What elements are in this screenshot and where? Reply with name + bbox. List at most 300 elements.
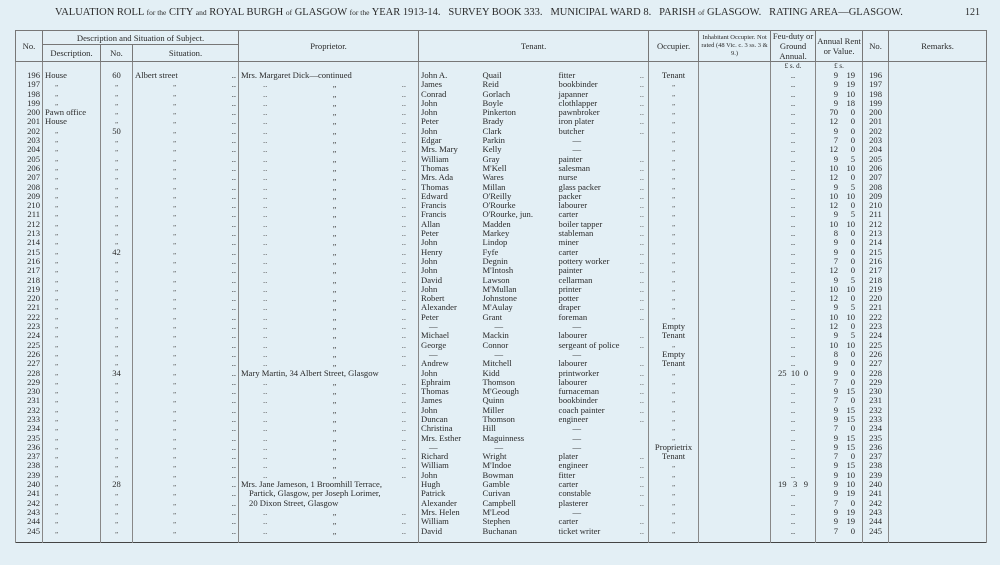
rent-shillings: 0 xyxy=(850,247,856,257)
occupier: „ xyxy=(649,434,699,443)
situation: „ xyxy=(173,349,177,358)
remarks xyxy=(889,378,987,387)
rent-shillings: 0 xyxy=(850,396,856,406)
tenant-first-name: Ephraim xyxy=(419,378,481,387)
proprietor: „ xyxy=(332,470,337,480)
description: „ xyxy=(43,220,101,229)
tenant-occupation: printworker xyxy=(558,368,600,378)
street-number: 50 xyxy=(101,127,133,136)
proprietor: Mrs. Jane Jameson, 1 Broomhill Terrace, xyxy=(241,480,383,490)
tenant-surname: Lindop xyxy=(482,238,508,248)
row-no-right: 244 xyxy=(863,517,889,526)
street-number: „ xyxy=(101,527,133,536)
situation: „ xyxy=(173,387,177,396)
remarks xyxy=(889,331,987,340)
description: „ xyxy=(43,201,101,210)
table-row: 208 „ „ „ .. .. „ .. Thomas Millan glass packer .. „ .. 9 5 208 xyxy=(16,183,987,192)
remarks xyxy=(889,471,987,480)
occupier: „ xyxy=(649,257,699,266)
street-number: „ xyxy=(101,257,133,266)
tenant-surname: M'Kell xyxy=(482,163,507,173)
tenant-surname: Maguinness xyxy=(482,433,525,443)
remarks xyxy=(889,183,987,192)
street-number: „ xyxy=(101,387,133,396)
tenant-occupation: nurse xyxy=(558,173,578,183)
row-no: 227 xyxy=(16,359,43,368)
tenant-first-name: Andrew xyxy=(419,359,481,368)
row-no-right: 212 xyxy=(863,220,889,229)
street-number: „ xyxy=(101,220,133,229)
col-occupier: Occupier. xyxy=(649,31,699,62)
feu-duty: .. xyxy=(771,341,816,350)
inhabitant-occupier xyxy=(699,508,771,517)
row-no: 212 xyxy=(16,220,43,229)
inhabitant-occupier xyxy=(699,294,771,303)
street-number: „ xyxy=(101,183,133,192)
street-number: „ xyxy=(101,406,133,415)
situation: „ xyxy=(173,424,177,433)
remarks xyxy=(889,108,987,117)
rent-pounds: 9 xyxy=(833,126,839,136)
street-number: „ xyxy=(101,508,133,517)
rent-pounds: 7 xyxy=(833,498,839,508)
occupier: „ xyxy=(649,238,699,247)
situation: „ xyxy=(173,498,177,507)
feu-duty: .. xyxy=(771,145,816,154)
tenant-first-name: Mrs. Ada xyxy=(419,173,481,182)
inhabitant-occupier xyxy=(699,285,771,294)
feu-duty: .. xyxy=(771,210,816,219)
table-row: 206 „ „ „ .. .. „ .. Thomas M'Kell salesman .. „ .. 10 10 206 xyxy=(16,164,987,173)
table-row: 218 „ „ „ .. .. „ .. David Lawson cellarman .. „ .. 9 5 218 xyxy=(16,276,987,285)
rent-shillings: 0 xyxy=(850,117,856,127)
rent-shillings: 10 xyxy=(846,163,856,173)
description: „ xyxy=(43,183,101,192)
inhabitant-occupier xyxy=(699,155,771,164)
tenant-occupation: glass packer xyxy=(558,182,601,192)
occupier: „ xyxy=(649,90,699,99)
street-number: 42 xyxy=(101,248,133,257)
inhabitant-occupier xyxy=(699,480,771,489)
inhabitant-occupier xyxy=(699,80,771,89)
street-number: „ xyxy=(101,322,133,331)
inhabitant-occupier xyxy=(699,331,771,340)
table-row: 205 „ „ „ .. .. „ .. William Gray painter .. „ .. 9 5 205 xyxy=(16,155,987,164)
row-no-right: 201 xyxy=(863,117,889,126)
rent-pounds: 9 xyxy=(833,359,839,369)
description: „ xyxy=(43,173,101,182)
proprietor: „ xyxy=(332,294,337,304)
tenant-first-name: John xyxy=(419,99,481,108)
inhabitant-occupier xyxy=(699,434,771,443)
tenant-first-name: John xyxy=(419,471,481,480)
remarks xyxy=(889,434,987,443)
rent-pounds: 9 xyxy=(833,489,839,499)
situation: „ xyxy=(173,89,177,98)
proprietor: „ xyxy=(332,126,337,136)
tenant-surname: Campbell xyxy=(482,498,516,508)
tenant-occupation: painter xyxy=(558,154,583,164)
row-no-right: 236 xyxy=(863,443,889,452)
street-number: „ xyxy=(101,443,133,452)
table-row: 239 „ „ „ .. .. „ .. John Bowman fitter .. „ .. 9 10 239 xyxy=(16,471,987,480)
tenant-occupation: miner xyxy=(558,238,579,248)
tenant-surname: Miller xyxy=(482,405,504,415)
rent-shillings: 0 xyxy=(850,424,856,434)
situation: „ xyxy=(173,340,177,349)
inhabitant-occupier xyxy=(699,173,771,182)
inhabitant-occupier xyxy=(699,127,771,136)
occupier: „ xyxy=(649,229,699,238)
situation: „ xyxy=(173,117,177,126)
description: „ xyxy=(43,527,101,536)
street-number: „ xyxy=(101,201,133,210)
street-number: „ xyxy=(101,155,133,164)
row-no: 197 xyxy=(16,80,43,89)
tenant-first-name: Mrs. Esther xyxy=(419,434,481,443)
situation: „ xyxy=(173,210,177,219)
table-row: 243 „ „ „ .. .. „ .. Mrs. Helen M'Leod — „ .. 9 19 243 xyxy=(16,508,987,517)
feu-duty: .. xyxy=(771,499,816,508)
rent-shillings: 0 xyxy=(850,238,856,248)
row-no: 205 xyxy=(16,155,43,164)
tenant-occupation: plater xyxy=(558,452,579,462)
row-no-right: 225 xyxy=(863,341,889,350)
tenant-surname: — xyxy=(494,349,504,359)
tenant-surname: M'Aulay xyxy=(482,303,513,313)
table-row: 221 „ „ „ .. .. „ .. Alexander M'Aulay draper .. „ .. 9 5 221 xyxy=(16,303,987,312)
row-no-right: 233 xyxy=(863,415,889,424)
feu-duty: .. xyxy=(771,489,816,498)
remarks xyxy=(889,452,987,461)
situation: „ xyxy=(173,526,177,535)
situation: „ xyxy=(173,219,177,228)
row-no-right: 207 xyxy=(863,173,889,182)
row-no-right: 210 xyxy=(863,201,889,210)
row-no: 209 xyxy=(16,192,43,201)
rent-shillings: 0 xyxy=(850,452,856,462)
street-number: „ xyxy=(101,396,133,405)
tenant-first-name: John xyxy=(419,127,481,136)
inhabitant-occupier xyxy=(699,489,771,498)
tenant-occupation: — xyxy=(572,433,582,443)
inhabitant-occupier xyxy=(699,387,771,396)
rent-shillings: 0 xyxy=(850,201,856,211)
tenant-occupation: — xyxy=(572,442,582,452)
street-number: „ xyxy=(101,294,133,303)
proprietor: „ xyxy=(332,322,337,332)
rent-shillings: 10 xyxy=(846,284,856,294)
row-no: 211 xyxy=(16,210,43,219)
description: „ xyxy=(43,350,101,359)
proprietor: „ xyxy=(332,201,337,211)
feu-duty: .. xyxy=(771,322,816,331)
remarks xyxy=(889,415,987,424)
situation: „ xyxy=(173,461,177,470)
tenant-first-name: Michael xyxy=(419,331,481,340)
rent-shillings: 15 xyxy=(846,442,856,452)
occupier: „ xyxy=(649,341,699,350)
remarks xyxy=(889,527,987,536)
remarks xyxy=(889,303,987,312)
inhabitant-occupier xyxy=(699,145,771,154)
tenant-occupation: — xyxy=(572,507,582,517)
occupier: „ xyxy=(649,266,699,275)
rent-units: £ s. xyxy=(816,62,863,72)
description: House xyxy=(43,71,101,80)
feu-duty: .. xyxy=(771,257,816,266)
row-no-right: 214 xyxy=(863,238,889,247)
tenant-surname: Mackin xyxy=(482,331,509,341)
rent-pounds: 9 xyxy=(833,461,839,471)
table-row: 235 „ „ „ .. .. „ .. Mrs. Esther Maguinness — „ .. 9 15 235 xyxy=(16,434,987,443)
description: „ xyxy=(43,90,101,99)
description: Pawn office xyxy=(43,108,101,117)
tenant-occupation: constable xyxy=(558,489,591,499)
proprietor: „ xyxy=(332,89,337,99)
row-no-right: 243 xyxy=(863,508,889,517)
rent-pounds: 9 xyxy=(833,507,839,517)
row-no: 214 xyxy=(16,238,43,247)
table-row: 237 „ „ „ .. .. „ .. Richard Wright plater .. Tenant .. 7 0 237 xyxy=(16,452,987,461)
proprietor: „ xyxy=(332,108,337,118)
table-row: 222 „ „ „ .. .. „ .. Peter Grant foreman .. „ .. 10 10 222 xyxy=(16,313,987,322)
inhabitant-occupier xyxy=(699,201,771,210)
description: „ xyxy=(43,369,101,378)
feu-duty: .. xyxy=(771,406,816,415)
occupier: Tenant xyxy=(649,359,699,368)
tenant-occupation: — xyxy=(572,136,582,146)
row-no: 198 xyxy=(16,90,43,99)
description: „ xyxy=(43,499,101,508)
proprietor: „ xyxy=(332,387,337,397)
occupier: „ xyxy=(649,461,699,470)
rent-shillings: 0 xyxy=(850,126,856,136)
tenant-surname: Thomson xyxy=(482,377,515,387)
rent-pounds: 9 xyxy=(833,442,839,452)
tenant-occupation: cellarman xyxy=(558,275,593,285)
tenant-first-name: Allan xyxy=(419,220,481,229)
tenant-surname: Wares xyxy=(482,173,504,183)
situation: „ xyxy=(173,238,177,247)
tenant-occupation: foreman xyxy=(558,312,588,322)
row-no: 229 xyxy=(16,378,43,387)
feu-duty: .. xyxy=(771,471,816,480)
feu-duty: .. xyxy=(771,443,816,452)
feu-duty: .. xyxy=(771,220,816,229)
occupier: Empty xyxy=(649,350,699,359)
tenant-first-name: Henry xyxy=(419,248,481,257)
occupier: „ xyxy=(649,517,699,526)
tenant-first-name: Richard xyxy=(419,452,481,461)
remarks xyxy=(889,406,987,415)
occupier: „ xyxy=(649,527,699,536)
remarks xyxy=(889,276,987,285)
tenant-first-name: Thomas xyxy=(419,183,481,192)
row-no-right: 199 xyxy=(863,99,889,108)
remarks xyxy=(889,257,987,266)
row-no-right: 231 xyxy=(863,396,889,405)
row-no: 231 xyxy=(16,396,43,405)
occupier: „ xyxy=(649,117,699,126)
tenant-occupation: bookbinder xyxy=(558,80,598,90)
rent-shillings: 0 xyxy=(850,368,856,378)
row-no: 226 xyxy=(16,350,43,359)
rent-pounds: 9 xyxy=(833,238,839,248)
inhabitant-occupier xyxy=(699,443,771,452)
remarks xyxy=(889,229,987,238)
occupier: „ xyxy=(649,313,699,322)
tenant-surname: Gorlach xyxy=(482,89,511,99)
row-no: 230 xyxy=(16,387,43,396)
tenant-first-name: Francis xyxy=(419,201,481,210)
street-number: „ xyxy=(101,210,133,219)
description: „ xyxy=(43,415,101,424)
remarks xyxy=(889,294,987,303)
inhabitant-occupier xyxy=(699,452,771,461)
tenant-surname: Millan xyxy=(482,182,506,192)
description: „ xyxy=(43,136,101,145)
tenant-occupation: butcher xyxy=(558,126,585,136)
tenant-occupation: coach painter xyxy=(558,405,605,415)
feu-duty: .. xyxy=(771,108,816,117)
proprietor: „ xyxy=(332,98,337,108)
street-number: „ xyxy=(101,378,133,387)
rent-pounds: 9 xyxy=(833,387,839,397)
feu-duty: .. xyxy=(771,461,816,470)
tenant-occupation: labourer xyxy=(558,377,588,387)
situation: „ xyxy=(173,442,177,451)
rent-shillings: 15 xyxy=(846,387,856,397)
occupier: „ xyxy=(649,424,699,433)
description: „ xyxy=(43,471,101,480)
tenant-surname: Mitchell xyxy=(482,359,512,369)
table-row: 234 „ „ „ .. .. „ .. Christina Hill — „ .. 7 0 234 xyxy=(16,424,987,433)
situation: „ xyxy=(173,154,177,163)
occupier: „ xyxy=(649,508,699,517)
tenant-occupation: boiler tapper xyxy=(558,219,603,229)
tenant-first-name: John xyxy=(419,406,481,415)
row-no-right: 238 xyxy=(863,461,889,470)
description: „ xyxy=(43,80,101,89)
rent-shillings: 10 xyxy=(846,191,856,201)
row-no: 216 xyxy=(16,257,43,266)
tenant-first-name: Thomas xyxy=(419,387,481,396)
remarks xyxy=(889,350,987,359)
row-no: 202 xyxy=(16,127,43,136)
occupier: „ xyxy=(649,99,699,108)
rent-pounds: 10 xyxy=(829,284,839,294)
street-number: „ xyxy=(101,80,133,89)
feu-duty: .. xyxy=(771,294,816,303)
tenant-surname: Johnstone xyxy=(482,294,517,304)
row-no: 207 xyxy=(16,173,43,182)
tenant-surname: Wright xyxy=(482,452,507,462)
tenant-first-name: John xyxy=(419,108,481,117)
tenant-occupation: — xyxy=(572,145,582,155)
street-number: 28 xyxy=(101,480,133,489)
proprietor: „ xyxy=(332,340,337,350)
tenant-surname: M'Mullan xyxy=(482,284,517,294)
street-number: „ xyxy=(101,117,133,126)
rent-pounds: 12 xyxy=(829,266,839,276)
row-no-right: 230 xyxy=(863,387,889,396)
col-inhabitant: Inhabitant Occupier. Not rated (48 Vic. c. 3 ss. 3 & 9.) xyxy=(699,31,771,62)
table-row: 223 „ „ „ .. .. „ .. — — — Empty .. 12 0 223 xyxy=(16,322,987,331)
row-no-right: 227 xyxy=(863,359,889,368)
rent-pounds: 12 xyxy=(829,117,839,127)
situation: „ xyxy=(173,312,177,321)
street-number: „ xyxy=(101,350,133,359)
inhabitant-occupier xyxy=(699,303,771,312)
situation: „ xyxy=(173,433,177,442)
table-row: 204 „ „ „ .. .. „ .. Mrs. Mary Kelly — „ .. 12 0 204 xyxy=(16,145,987,154)
remarks xyxy=(889,285,987,294)
remarks xyxy=(889,201,987,210)
remarks xyxy=(889,173,987,182)
row-no: 245 xyxy=(16,527,43,536)
street-number: „ xyxy=(101,99,133,108)
rent-pounds: 12 xyxy=(829,145,839,155)
occupier: Tenant xyxy=(649,71,699,80)
proprietor: „ xyxy=(332,359,337,369)
tenant-first-name: William xyxy=(419,517,481,526)
remarks xyxy=(889,508,987,517)
description: „ xyxy=(43,276,101,285)
rent-pounds: 7 xyxy=(833,136,839,146)
row-no-right: 228 xyxy=(863,369,889,378)
table-row: 201 House „ „ .. .. „ .. Peter Brady iron plater .. „ .. 12 0 201 xyxy=(16,117,987,126)
situation: Albert street xyxy=(135,71,178,80)
feu-duty: .. xyxy=(771,117,816,126)
situation: „ xyxy=(173,480,177,489)
row-no-right: 234 xyxy=(863,424,889,433)
feu-duty: .. xyxy=(771,173,816,182)
rent-pounds: 9 xyxy=(833,303,839,313)
tenant-first-name: James xyxy=(419,80,481,89)
tenant-first-name: Alexander xyxy=(419,303,481,312)
row-no-right: 220 xyxy=(863,294,889,303)
table-row: 217 „ „ „ .. .. „ .. John M'Intosh painter .. „ .. 12 0 217 xyxy=(16,266,987,275)
tenant-occupation: carter xyxy=(558,480,579,490)
description: „ xyxy=(43,127,101,136)
row-no-right: 208 xyxy=(863,183,889,192)
proprietor: „ xyxy=(332,349,337,359)
row-no: 239 xyxy=(16,471,43,480)
occupier: „ xyxy=(649,220,699,229)
feu-duty: .. xyxy=(771,136,816,145)
street-number: „ xyxy=(101,471,133,480)
table-row: 198 „ „ „ .. .. „ .. Conrad Gorlach japanner .. „ .. 9 10 198 xyxy=(16,90,987,99)
tenant-first-name: John xyxy=(419,266,481,275)
row-no-right: 204 xyxy=(863,145,889,154)
rent-shillings: 10 xyxy=(846,219,856,229)
feu-duty: .. xyxy=(771,248,816,257)
rent-shillings: 5 xyxy=(850,182,856,192)
proprietor: „ xyxy=(332,461,337,471)
inhabitant-occupier xyxy=(699,276,771,285)
inhabitant-occupier xyxy=(699,378,771,387)
inhabitant-occupier xyxy=(699,415,771,424)
row-no-right: 219 xyxy=(863,285,889,294)
description: „ xyxy=(43,359,101,368)
table-row: 199 „ „ „ .. .. „ .. John Boyle clothlapper .. „ .. 9 18 199 xyxy=(16,99,987,108)
col-feu: Feu-duty or Ground Annual. xyxy=(771,31,816,62)
feu-duty: .. xyxy=(771,415,816,424)
row-no-right: 237 xyxy=(863,452,889,461)
row-no: 225 xyxy=(16,341,43,350)
remarks xyxy=(889,80,987,89)
